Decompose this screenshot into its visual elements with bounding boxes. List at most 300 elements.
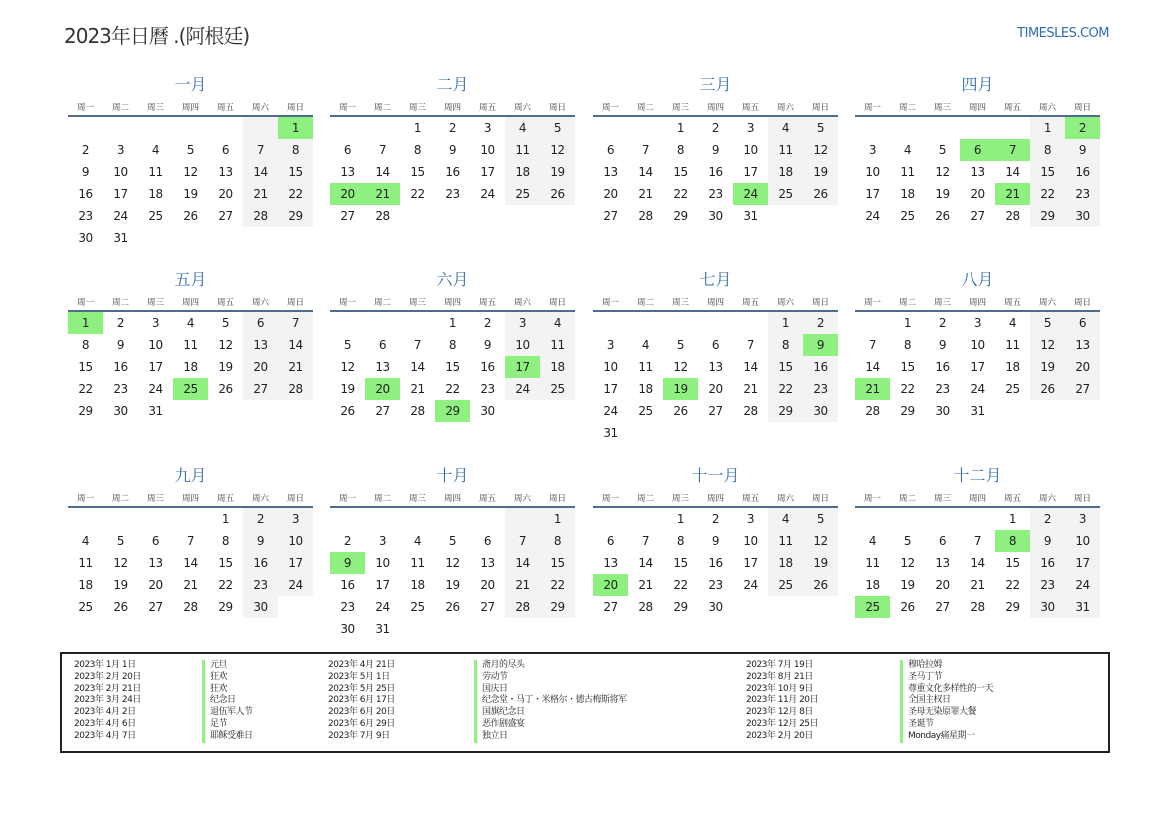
day-cell: 14 — [1005, 165, 1020, 179]
month-name: 四月 — [961, 75, 994, 94]
day-cell: 30 — [340, 622, 355, 636]
day-cell: 30 — [708, 209, 723, 223]
holiday-day-cell: 1 — [278, 117, 313, 139]
holiday-name: 全国主权日 — [908, 695, 951, 706]
day-cell: 15 — [768, 356, 803, 378]
holiday-day-cell: 29 — [435, 400, 470, 422]
day-cell: 22 — [768, 378, 803, 400]
empty-cell — [628, 508, 663, 530]
holiday-date: 2023年 1月 1日 — [74, 660, 136, 670]
empty-cell — [208, 400, 243, 422]
weekday-label: 周五 — [478, 494, 496, 504]
weekday-label: 周六 — [251, 494, 269, 504]
day-cell: 16 — [708, 556, 723, 570]
weekday-header — [330, 100, 575, 117]
empty-cell — [365, 117, 400, 139]
day-cell: 28 — [183, 600, 198, 614]
month-11 — [593, 465, 838, 618]
day-cell: 16 — [340, 578, 355, 592]
day-cell: 6 — [711, 338, 720, 352]
month-10 — [330, 465, 575, 640]
day-cell: 25 — [638, 404, 653, 418]
holiday-day-cell: 20 — [330, 183, 365, 205]
day-cell: 26 — [183, 209, 198, 223]
day-cell: 24 — [603, 404, 618, 418]
day-cell: 23 — [1030, 574, 1065, 596]
day-cell: 10 — [865, 165, 880, 179]
day-cell: 22 — [1030, 183, 1065, 205]
day-grid — [855, 117, 1100, 227]
weekday-label: 周二 — [898, 298, 916, 308]
holiday-name: 圣马丁节 — [908, 671, 943, 682]
day-cell: 27 — [148, 600, 163, 614]
day-cell: 2 — [938, 316, 947, 330]
empty-cell — [173, 117, 208, 139]
weekday-label: 周五 — [216, 298, 234, 308]
weekday-label: 周二 — [111, 103, 129, 113]
day-cell: 8 — [768, 334, 803, 356]
day-cell: 17 — [743, 556, 758, 570]
empty-cell — [330, 117, 365, 139]
weekday-label: 周六 — [251, 298, 269, 308]
empty-cell — [103, 117, 138, 139]
day-cell: 30 — [708, 600, 723, 614]
day-cell: 17 — [480, 165, 495, 179]
day-cell: 26 — [340, 404, 355, 418]
empty-cell — [365, 508, 400, 530]
day-cell: 9 — [483, 338, 492, 352]
day-cell: 25 — [1005, 382, 1020, 396]
empty-cell — [208, 117, 243, 139]
empty-cell — [925, 117, 960, 139]
day-cell: 6 — [343, 143, 352, 157]
holiday-name: 恶作剧盛宴 — [482, 718, 525, 729]
holiday-date: 2023年 10月 9日 — [746, 683, 813, 694]
holiday-date: 2023年 2月 20日 — [74, 671, 141, 682]
day-cell: 13 — [1065, 334, 1100, 356]
empty-cell — [733, 312, 768, 334]
weekday-label: 周一 — [601, 298, 619, 308]
day-cell: 28 — [865, 404, 880, 418]
day-cell: 9 — [711, 143, 720, 157]
day-cell: 4 — [768, 117, 803, 139]
day-grid — [855, 312, 1100, 422]
day-cell: 25 — [148, 209, 163, 223]
day-cell: 27 — [970, 209, 985, 223]
empty-cell — [663, 312, 698, 334]
weekday-label: 周二 — [636, 298, 654, 308]
weekday-label: 周一 — [863, 494, 881, 504]
empty-cell — [855, 312, 890, 334]
day-cell: 31 — [603, 426, 618, 440]
day-cell: 18 — [865, 578, 880, 592]
day-cell: 8 — [676, 534, 685, 548]
page-title: 2023年日曆 .(阿根廷) — [64, 24, 250, 48]
day-cell: 15 — [900, 360, 915, 374]
day-cell: 27 — [480, 600, 495, 614]
empty-cell — [768, 596, 803, 618]
day-cell: 31 — [1065, 596, 1100, 618]
empty-cell — [173, 508, 208, 530]
weekday-label: 周日 — [548, 298, 566, 308]
holiday-date: 2023年 4月 2日 — [74, 707, 136, 718]
day-cell: 21 — [638, 187, 653, 201]
holiday-dates-col-3 — [746, 660, 818, 743]
day-cell: 25 — [768, 574, 803, 596]
holiday-name: 纪念堂・马丁・米格尔・德古梅斯将军 — [482, 695, 627, 706]
empty-cell — [628, 312, 663, 334]
day-cell: 6 — [606, 534, 615, 548]
day-cell: 9 — [1030, 530, 1065, 552]
holiday-date: 2023年 11月 20日 — [746, 695, 819, 706]
day-cell: 3 — [606, 338, 615, 352]
day-cell: 26 — [673, 404, 688, 418]
holiday-date: 2023年 2月 20日 — [746, 730, 813, 741]
weekday-label: 周六 — [513, 298, 531, 308]
month-2 — [330, 74, 575, 227]
day-cell: 26 — [113, 600, 128, 614]
day-cell: 4 — [903, 143, 912, 157]
day-cell: 10 — [970, 338, 985, 352]
weekday-label: 周四 — [443, 494, 461, 504]
day-cell: 26 — [803, 183, 838, 205]
empty-cell — [505, 508, 540, 530]
day-cell: 5 — [221, 316, 230, 330]
holiday-day-cell: 9 — [803, 334, 838, 356]
day-cell: 19 — [113, 578, 128, 592]
holiday-name: 劳动节 — [482, 671, 508, 682]
empty-cell — [278, 400, 313, 422]
day-cell: 8 — [903, 338, 912, 352]
day-cell: 27 — [1065, 378, 1100, 400]
weekday-label: 周六 — [251, 103, 269, 113]
day-cell: 30 — [480, 404, 495, 418]
day-cell: 14 — [638, 165, 653, 179]
day-cell: 30 — [78, 231, 93, 245]
day-cell: 24 — [480, 187, 495, 201]
day-cell: 1 — [676, 512, 685, 526]
empty-cell — [330, 508, 365, 530]
day-cell: 2 — [1030, 508, 1065, 530]
holiday-day-cell: 21 — [855, 378, 890, 400]
empty-cell — [470, 618, 505, 640]
day-cell: 26 — [218, 382, 233, 396]
day-cell: 15 — [1005, 556, 1020, 570]
day-cell: 28 — [1005, 209, 1020, 223]
weekday-label: 周五 — [741, 103, 759, 113]
day-grid — [330, 312, 575, 422]
day-cell: 7 — [378, 143, 387, 157]
holiday-name: 圣母无染原罪大餐 — [908, 707, 977, 718]
day-cell: 3 — [483, 121, 492, 135]
day-cell: 12 — [1030, 334, 1065, 356]
day-cell: 7 — [413, 338, 422, 352]
empty-cell — [698, 312, 733, 334]
day-cell: 14 — [410, 360, 425, 374]
weekday-label: 周一 — [601, 103, 619, 113]
day-cell: 6 — [243, 312, 278, 334]
day-cell: 10 — [603, 360, 618, 374]
day-cell: 15 — [540, 552, 575, 574]
day-cell: 13 — [603, 556, 618, 570]
day-cell: 7 — [505, 530, 540, 552]
day-cell: 19 — [935, 187, 950, 201]
day-cell: 5 — [448, 534, 457, 548]
day-cell: 8 — [413, 143, 422, 157]
empty-cell — [103, 508, 138, 530]
day-cell: 12 — [340, 360, 355, 374]
holiday-name: 圣诞节 — [908, 718, 934, 729]
weekday-label: 周五 — [741, 494, 759, 504]
day-cell: 17 — [865, 187, 880, 201]
day-cell: 23 — [480, 382, 495, 396]
day-cell: 12 — [540, 139, 575, 161]
day-cell: 27 — [218, 209, 233, 223]
day-cell: 17 — [970, 360, 985, 374]
empty-cell — [540, 618, 575, 640]
day-cell: 5 — [938, 143, 947, 157]
day-cell: 15 — [445, 360, 460, 374]
empty-cell — [505, 400, 540, 422]
month-name: 九月 — [174, 466, 207, 485]
day-cell: 7 — [746, 338, 755, 352]
holiday-date: 2023年 4月 21日 — [328, 660, 395, 670]
holiday-name: 退伍军人节 — [210, 707, 253, 718]
weekday-label: 周三 — [146, 103, 164, 113]
month-name: 二月 — [436, 75, 469, 94]
day-cell: 15 — [1030, 161, 1065, 183]
empty-cell — [400, 508, 435, 530]
empty-cell — [278, 596, 313, 618]
weekday-label: 周日 — [548, 494, 566, 504]
day-cell: 24 — [113, 209, 128, 223]
day-cell: 23 — [708, 578, 723, 592]
weekday-label: 周五 — [478, 103, 496, 113]
empty-cell — [243, 400, 278, 422]
day-cell: 25 — [78, 600, 93, 614]
weekday-label: 周日 — [286, 298, 304, 308]
holiday-date: 2023年 7月 9日 — [328, 730, 390, 741]
day-cell: 30 — [243, 596, 278, 618]
weekday-label: 周五 — [1003, 103, 1021, 113]
day-cell: 18 — [505, 161, 540, 183]
day-cell: 27 — [603, 600, 618, 614]
empty-cell — [960, 508, 995, 530]
holiday-name: 耶稣受难日 — [210, 730, 253, 741]
empty-cell — [1030, 400, 1065, 422]
day-cell: 20 — [243, 356, 278, 378]
holiday-name: 穆哈拉姆 — [908, 660, 943, 670]
empty-cell — [593, 312, 628, 334]
weekday-header — [855, 491, 1100, 508]
month-name: 六月 — [436, 270, 469, 289]
day-cell: 11 — [540, 334, 575, 356]
day-cell: 19 — [1030, 356, 1065, 378]
day-cell: 22 — [278, 183, 313, 205]
day-cell: 2 — [243, 508, 278, 530]
weekday-label: 周二 — [111, 494, 129, 504]
empty-cell — [138, 508, 173, 530]
day-cell: 1 — [413, 121, 422, 135]
day-cell: 8 — [540, 530, 575, 552]
day-cell: 20 — [218, 187, 233, 201]
holiday-dates-col-1 — [74, 660, 141, 743]
day-cell: 26 — [803, 574, 838, 596]
day-cell: 30 — [1065, 205, 1100, 227]
holiday-name: 元旦 — [210, 660, 228, 670]
day-cell: 16 — [803, 356, 838, 378]
month-1 — [68, 74, 313, 249]
month-4 — [855, 74, 1100, 227]
day-cell: 9 — [81, 165, 90, 179]
day-cell: 8 — [278, 139, 313, 161]
holiday-date: 2023年 12月 25日 — [746, 718, 819, 729]
day-cell: 17 — [375, 578, 390, 592]
day-cell: 24 — [865, 209, 880, 223]
day-cell: 1 — [221, 512, 230, 526]
weekday-label: 周一 — [76, 298, 94, 308]
empty-cell — [435, 618, 470, 640]
holiday-date: 2023年 12月 8日 — [746, 707, 813, 718]
weekday-label: 周五 — [741, 298, 759, 308]
month-name: 八月 — [961, 270, 994, 289]
empty-cell — [68, 117, 103, 139]
empty-cell — [803, 596, 838, 618]
weekday-label: 周二 — [373, 103, 391, 113]
weekday-label: 周日 — [286, 103, 304, 113]
day-cell: 14 — [243, 161, 278, 183]
holiday-names-col-1 — [202, 660, 253, 743]
holiday-name: 国庆日 — [482, 683, 508, 694]
day-cell: 4 — [186, 316, 195, 330]
day-cell: 23 — [445, 187, 460, 201]
day-cell: 24 — [743, 578, 758, 592]
weekday-label: 周日 — [1073, 103, 1091, 113]
weekday-label: 周四 — [706, 298, 724, 308]
day-cell: 7 — [868, 338, 877, 352]
day-cell: 2 — [448, 121, 457, 135]
day-cell: 5 — [803, 117, 838, 139]
day-cell: 27 — [375, 404, 390, 418]
day-cell: 3 — [746, 512, 755, 526]
day-cell: 18 — [410, 578, 425, 592]
day-cell: 29 — [278, 205, 313, 227]
weekday-label: 周三 — [671, 494, 689, 504]
holiday-name: 尊重文化多样性的一天 — [908, 683, 994, 694]
day-cell: 30 — [935, 404, 950, 418]
day-cell: 13 — [375, 360, 390, 374]
day-cell: 13 — [970, 165, 985, 179]
weekday-label: 周日 — [811, 298, 829, 308]
day-cell: 31 — [970, 404, 985, 418]
day-cell: 3 — [505, 312, 540, 334]
day-cell: 22 — [540, 574, 575, 596]
month-5 — [68, 269, 313, 422]
weekday-label: 周三 — [408, 298, 426, 308]
day-cell: 26 — [1030, 378, 1065, 400]
holiday-day-cell: 6 — [960, 139, 995, 161]
day-cell: 13 — [218, 165, 233, 179]
weekday-label: 周三 — [671, 298, 689, 308]
day-cell: 10 — [375, 556, 390, 570]
weekday-header — [855, 295, 1100, 312]
day-cell: 29 — [540, 596, 575, 618]
day-cell: 23 — [340, 600, 355, 614]
day-cell: 19 — [218, 360, 233, 374]
empty-cell — [173, 400, 208, 422]
day-cell: 11 — [78, 556, 93, 570]
brand-link[interactable]: TIMESLES.COM — [1017, 26, 1109, 41]
day-cell: 28 — [970, 600, 985, 614]
day-cell: 4 — [151, 143, 160, 157]
day-cell: 23 — [935, 382, 950, 396]
day-cell: 11 — [865, 556, 880, 570]
day-cell: 29 — [78, 404, 93, 418]
day-cell: 25 — [540, 378, 575, 400]
day-cell: 12 — [673, 360, 688, 374]
day-cell: 15 — [278, 161, 313, 183]
empty-cell — [68, 508, 103, 530]
holiday-day-cell: 20 — [593, 574, 628, 596]
day-cell: 30 — [113, 404, 128, 418]
month-name: 一月 — [174, 75, 207, 94]
holiday-day-cell: 19 — [663, 378, 698, 400]
day-cell: 4 — [540, 312, 575, 334]
holiday-date: 2023年 6月 20日 — [328, 707, 395, 718]
day-cell: 19 — [540, 161, 575, 183]
day-cell: 12 — [218, 338, 233, 352]
day-cell: 2 — [711, 512, 720, 526]
empty-cell — [733, 596, 768, 618]
day-cell: 25 — [505, 183, 540, 205]
holiday-date: 2023年 6月 17日 — [328, 695, 395, 706]
weekday-label: 周六 — [776, 494, 794, 504]
day-cell: 6 — [938, 534, 947, 548]
day-cell: 14 — [375, 165, 390, 179]
day-cell: 14 — [638, 556, 653, 570]
month-name: 十一月 — [691, 466, 740, 485]
day-cell: 14 — [743, 360, 758, 374]
holiday-day-cell: 25 — [173, 378, 208, 400]
day-cell: 11 — [148, 165, 163, 179]
day-cell: 2 — [711, 121, 720, 135]
day-cell: 10 — [278, 530, 313, 552]
holiday-date: 2023年 3月 24日 — [74, 695, 141, 706]
day-cell: 19 — [803, 161, 838, 183]
day-cell: 16 — [1030, 552, 1065, 574]
day-cell: 21 — [278, 356, 313, 378]
empty-cell — [505, 618, 540, 640]
day-cell: 1 — [903, 316, 912, 330]
holiday-list — [60, 652, 1110, 753]
day-cell: 8 — [676, 143, 685, 157]
empty-cell — [243, 117, 278, 139]
holiday-name: 国旗纪念日 — [482, 707, 525, 718]
day-cell: 24 — [1065, 574, 1100, 596]
weekday-label: 周一 — [338, 298, 356, 308]
day-cell: 10 — [480, 143, 495, 157]
holiday-name: 纪念日 — [210, 695, 236, 706]
weekday-header — [68, 295, 313, 312]
day-cell: 4 — [413, 534, 422, 548]
holiday-date: 2023年 4月 6日 — [74, 718, 136, 729]
weekday-header — [593, 100, 838, 117]
day-cell: 9 — [116, 338, 125, 352]
day-cell: 17 — [113, 187, 128, 201]
month-name: 十月 — [436, 466, 469, 485]
day-cell: 2 — [483, 316, 492, 330]
empty-cell — [330, 312, 365, 334]
